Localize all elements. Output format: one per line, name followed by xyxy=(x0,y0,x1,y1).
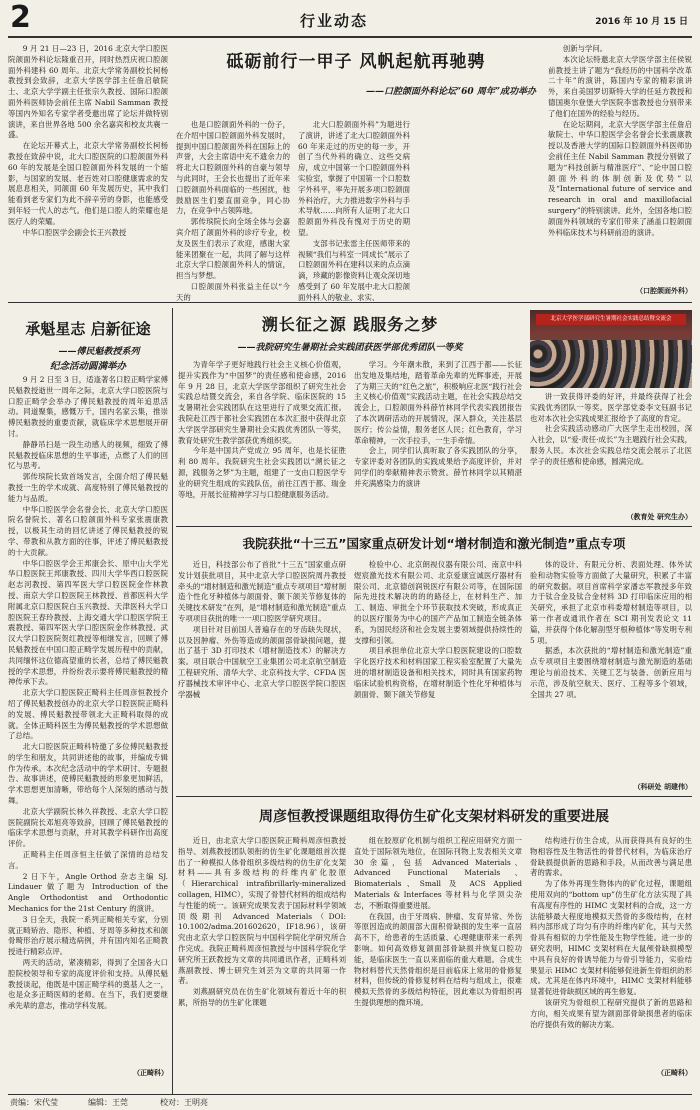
article-additive-manufacturing-col2 xyxy=(354,560,522,790)
paragraph: 在论坛期间，北京大学医学部主任詹启敏院士、中华口腔医学会名誉会长张震康教授以及香港大学的国际口腔颌面外科医师协会前任主任 Nabil Samman 教授分别做了题为“科技创新与精准医疗”、“论中国口腔颌面外科的体制创新及优势”以及“International future of service and research in oral and maxillofacial surgery”的特别演讲。此外，全国各地口腔颌面外科领域的专家们带来了涵盖口腔颌面外科临床技术与科研前沿的演讲。 xyxy=(548,119,692,237)
column-divider xyxy=(172,308,173,1094)
footer-rule xyxy=(8,1094,692,1095)
divider xyxy=(8,302,692,303)
article-long-march-subtitle: ——我院研究生暑期社会实践团获医学部优秀团队一等奖 xyxy=(237,343,463,353)
page-number: 2 xyxy=(10,0,31,35)
article-additive-manufacturing-credit: （科研处 胡建伟） xyxy=(633,782,692,791)
article-long-march-col2 xyxy=(354,360,522,522)
section-title: 行业动态 xyxy=(300,12,369,30)
group-photo xyxy=(530,310,692,388)
paragraph: 为了体外再现生物体内的矿化过程，课题组使用双向的“bottom up”仿生矿化方法实现了具有高度有序性的 HIMC 支架材料的合成，这一方法能够最大程度地模拟天然骨的多级结构，在材料内部形成了均匀有序的纤维内矿化，其与天然骨具有相似的力学性能及生物学性能。进一步的研究表明，HIMC 支架材料在大鼠颅骨缺损模型中具有良好的骨诱导能力与骨引导能力，实验结果显示 HIMC 支架材料能够促进新生骨组织的形成。尤其是在体内环境中，HIMC 支架材料能够显著促进骨缺损区域的再生修复。 xyxy=(530,879,692,997)
paragraph: 讲一致获得评委的好评，并最终获得了社会实践优秀团队一等奖。医学部党委李文钰副书记也对本次社会实践成果汇报给予了高度的肯定。 xyxy=(530,392,692,423)
paragraph: 近日，由北京大学口腔医院正畸科周彦恒教授指导、刘燕教授团队领衔的仿生矿化课题组首次提出了一种模拟人体骨组织多级结构的仿生矿化支架材料——具有多级结构的纤维内矿化胶原（Hierarchical intrafibrillarly-mineralized collagen, HIMC），实现了骨替代材料的组成结构与性能的统一。该研究成果发表于国际材料学领域顶级期刊 Advanced Materials（DOI: 10.1002/adma.201602620，IF18.96），该研究由北京大学口腔医院与中国科学院化学研究所合作完成。我院正畸科周彦恒教授与中国科学院化学研究所王跃教授为文章的共同通讯作者，正畸科刘燕副教授、博士研究生刘芸为文章的共同第一作者。 xyxy=(178,836,346,986)
paragraph: 两天的活动，紧凑精彩，得到了全国各大口腔院校领导和专家的高度评价和支持。从傅民魁教授谈起，他既是中国正畸学科的奠基人之一，也是众多正畸医师的老师。在当下，我们更要继承先辈的意志，推动学科发展。 xyxy=(8,958,168,1011)
paragraph: 项目承担单位北京大学口腔医院建设的口腔数字化医疗技术和材料国家工程实验室配置了大量先进的增材制造设备和相关技术，同时具有国家药物临床试验机构资格，在增材制造个性化牙种植体与颌面骨、颞下颌关节修复 xyxy=(354,646,522,699)
paragraph: 北京大学口腔医院正畸科主任周彦恒教授介绍了傅民魁教授创办的北京大学口腔医院正畸科的发展、傅民魁教授带领北大正畸科取得的成就。全体正畸科医生为傅民魁教授的学术思想做了总结。 xyxy=(8,688,168,741)
paragraph: 3 日全天，我院一系列正畸相关专家，分别就正畸矫治、隐形、种植、牙周等多种技术和颌骨畸形治疗展示精选病例，并有国内知名正畸教授进行精彩点评。 xyxy=(8,914,168,957)
article-fu-minkui-subtitle2: 纪念活动圆满举办 xyxy=(49,361,126,372)
paragraph: 体的设计、有限元分析、表面处理、体外试验和动物实验等方面做了大量研究，积累了丰富的研究数据。项目首席科学家潘志军教授多年致力于钛合金及钛合金材料 3D 打印临床应用的相关研究，承担了北京市科委增材制造等项目，以第一作者或通讯作者在 SCI 期刊发表论文 11 篇，并获得个体化解剖型牙根种植体“等发明专利 5 项。 xyxy=(530,560,692,645)
paragraph: 据悉，本次获批的“增材制造和激光制造”重点专项项目主要围绕增材制造与激光制造的基础理论与前沿技术、关键工艺与装备、创新应用与示范，涉及航空航天、医疗、工程等多个领域，全国共 27 项。 xyxy=(530,646,692,699)
footer-proofreader: 校对：王明亮 xyxy=(160,1098,208,1107)
footer-editor: 编辑：王莞 xyxy=(88,1098,128,1107)
paragraph: 口腔颌面外科张益主任以“今天的 xyxy=(176,281,290,302)
paragraph: 支部书记张雷主任医师带来的视频“我们与科室一同成长”展示了口腔颌面外科在建科以来的点点滴滴，珍藏的影像资料让观众深切地感受到了 60 年发展中北大口腔颌面外科人的敬业、求实、 xyxy=(298,238,410,302)
article-fu-minkui-title: 承魁星志 启新征途 xyxy=(25,320,151,338)
article-anniversary-title: 砥砺前行一甲子 风帆起航再驰骋 xyxy=(226,52,486,72)
article-biomineralization-col2 xyxy=(354,836,522,1068)
divider xyxy=(176,796,692,797)
paragraph: 静静吊扫是一段生动感人的视频，细致了傅民魁教授临床思想的生平事迹，点燃了人们的回忆与思考。 xyxy=(8,439,168,471)
paragraph: 2 日下午，Angle Orthod 杂志主编 SJ. Lindauer 做了题为 Introduction of the Angle Orthodontist and Orthodontic Mechanics for the 21st Century 的演讲。 xyxy=(8,871,168,914)
paragraph: 郭传瑸院长向全场全体与会嘉宾介绍了颌面外科的诊疗专业，校友及医生们表示了欢迎，感谢大家能来团聚在一起，共同了解与这样北京大学口腔颌面外科人的情谊，担当与梦想。 xyxy=(176,217,290,281)
paragraph: 9 月 21 日—23 日，2016 北京大学口腔医院颌面外科论坛隆重召开，同时热烈庆祝口腔颌面外科建科 60 周年。北京大学常务副校长柯杨教授到会致辞，北京大学医学部主任詹启敏院士、北京大学学副主任张宗久教授、国际口腔颌面外科医师协会前任主席 Nabil Samman 教授等国内外知名专家学者受邀出席了论坛并做特别演讲，来自世界各地 500 余名嘉宾和校友共襄一盛。 xyxy=(8,44,168,140)
article-biomineralization-col1 xyxy=(178,836,346,1068)
paragraph: 北京大学副院长林久祥教授、北京大学口腔医院副院长邓旭亮等致辞，回顾了傅民魁教授的临床学术思想与贡献，并对其教学科研作出高度评价。 xyxy=(8,806,168,849)
paragraph: 社会实践活动感动广大医学生走出校园，深入社会，以“爱·责任·成长”为主题践行社会实践，服务人民。本次社会实践总结交流会展示了北医学子的责任感和使命感，圆满完成。 xyxy=(530,424,692,466)
paragraph: 近日，科技部公布了首批“十三五”国家重点研发计划获批项目，其中北京大学口腔医院周丹教授牵头的“增材制造和激光制造”重点专项项目“增材制造个性化牙种植体与颌面骨、颞下颌关节修复体的关键技术研发”在列，是“增材制造和激光制造”重点专项项目获批的唯一一项口腔医学研究项目。 xyxy=(178,560,346,623)
paragraph: 本次论坛特邀北京大学医学部主任侯锐前教授主讲了题为“我经历的中国科学改革二十年”的演讲，陈国内专家的精彩演讲外，来自美国罗切斯特大学的任延方教授和德国奥尔登堡大学医院李雷教授也分别带来了他们在国外的经验与经历。 xyxy=(548,54,692,118)
paragraph: 项目针对目前国人普遍存在的牙齿缺失现状，以及因肿瘤、外伤等造成的颌面部骨缺损问题，提出了基于 3D 打印技术（增材制造技术）的解决方案。项目联合中国航空工业集团公司北京航空制造工程研究所、清华大学、北京科技大学、CFDA 医疗器械技术审评中心、北京大学口腔医学院口腔医学器械 xyxy=(178,624,346,699)
article-fu-minkui-body xyxy=(8,375,168,1065)
article-fu-minkui-subtitle: ——傅民魁教授系列 xyxy=(58,347,140,357)
article-additive-manufacturing-col1 xyxy=(178,560,346,790)
article-long-march-credit: （教育处 研究生办） xyxy=(626,512,692,521)
photo-banner: 北京大学医学部研究生暑期社会实践总结暨交流会 xyxy=(536,314,686,325)
article-anniversary-subtitle: ——口腔颌面外科论坛“60 周年”成功举办 xyxy=(365,87,536,97)
paragraph: 中华口腔医学会副会长王兴教授 xyxy=(22,227,127,237)
article-long-march-title: 溯长征之源 践服务之梦 xyxy=(261,315,439,334)
paragraph: 检验中心、北京朗视仪器有限公司、南京中科煜宸激光技术有限公司、北京爱康宜诚医疗器材有限公司、北京德创润锐医疗有限公司等，在国际国际先进技术解决的的的路径上，在材料生产、加工、制造、审批全个环节获取技术突破，形成真正的以医疗服务为中心的国产产品加工制造全链条体系，为国民经济和社会发展主要领域提供持续性的支撑和引领。 xyxy=(354,560,522,645)
paragraph: 中华口腔医学会王邦康会长、原中山大学光华口腔医院王邦康教授、四川大学华西口腔医院赵志河教授、第四军医大学口腔医院金作林教授、南京大学口腔医院王林教授、首都医科大学附属北京口腔医院白玉兴教授、天津医科大学口腔医院王春玲教授、上海交通大学口腔医学院王震教授、第四军医大学口腔医院金作林教授、武汉大学口腔医院贺红教授等相继发言，回顾了傅民魁教授在中国口腔正畸学发展历程中的贡献，共同缅怀这位德高望重的长者，总结了傅民魁教授的学术思想，并纷纷表示要将傅民魁教授的精神传承下去。 xyxy=(8,558,168,687)
paragraph: 中华口腔医学会名誉会长、北京大学口腔医院名誉院长、著名口腔颌面外科专家张震康教授，以极其生动的回忆讲述了傅民魁教授的锐学、带教和从教方面的往事，评述了傅民魁教授的十大贡献。 xyxy=(8,504,168,557)
paragraph: 学习。今年潮未散，来到了江西于都——长征出发地及集结地，踏着革命先辈的光辉事迹，开展了为期三天的“红色之旅”，积极响应北医“践行社会主义核心价值观”实践活动主题，在社会实践总结交流会上，口腔颌面外科薛竹林同学代表实践团报告了本次调研活动的开展情况，深入群众，关注基层医疗；传公益情，服务老区人民；红色教育，学习革命精神，一次手拉手，一生手牵情。 xyxy=(354,360,522,445)
paragraph: 创新与学问。 xyxy=(562,44,608,53)
paragraph: 会上，同学们认真听取了各实践团队的分享，专家评委对各团队的实践成果给予高度评价，并对同学们的奉献精神表示赞赏。薛竹林同学以其精湛并充满感染力的演讲 xyxy=(354,446,522,488)
paragraph: 今年是中国共产党成立 95 周年，也是长征胜利 80 周年。我院研究生社会实践团以“溯长征之源，践服务之梦”为主题，组建了一支由口腔医学专业的研究生组成的实践队伍，前往江西于都、瑞金等地，开展长征精神学习与口腔健康服务活动。 xyxy=(178,446,346,499)
article-fu-minkui-credit: （正畸科） xyxy=(133,1068,168,1077)
paragraph: 为青年学子更好地践行社会主义核心价值观，提升实践作为“中国梦”的责任感和使命感，2016 年 9 月 28 日，北京大学医学部组织了研究生社会实践总结暨交流会，来自各学院、临床医院的 15 支暑期社会实践团队在这里进行了成果交流汇报。我院赴江西于都社会实践团在本次汇报中获得北京大学医学部研究生暑期社会实践优秀团队一等奖，教育处研究生教学部获优秀组织奖。 xyxy=(178,360,346,445)
issue-date: 2016 年 10 月 15 日 xyxy=(595,17,688,27)
paragraph: 9 月 2 日至 3 日，适逢著名口腔正畸学家傅民魁教授逝世一周年之际，北京大学口腔医院与口腔正畸学会举办了傅民魁教授的周年追思活动。同道聚集，感慨万千，国内名家云集，推崇傅民魁教授的重要贡献，就临床学术思想展开研讨。 xyxy=(8,375,168,438)
paragraph: 该研究为骨组织工程研究提供了新的思路和方向，相关成果有望为颌面部骨缺损患者的临床治疗提供有效的解决方案。 xyxy=(530,997,692,1029)
paragraph: 结构进行仿生合成，从而获得具有良好的生物相容性及生物活性的骨替代材料，为临床治疗骨缺损提供新的思路和手段，从而改善与满足患者的需求。 xyxy=(530,836,692,878)
article-additive-manufacturing-col3 xyxy=(530,560,692,782)
paragraph: 北大口腔颌面外科”为题进行了演讲，讲述了北大口腔颌面外科 60 年来走过的历史的每一步，开创了当代外科的确立、这些交病房，成立中国第一个口腔颌面外科实验室，掌握了中国第一个口腔数字外科平，率先开展多项口腔颌面外科治疗，大力推进数字外科与手术导航……向所有人证明了北大口腔颌面外科没有愧对于历史的期望。 xyxy=(298,120,410,237)
article-long-march-col3 xyxy=(530,392,692,512)
article-additive-manufacturing-title: 我院获批“十三五”国家重点研发计划“增材制造和激光制造”重点专项 xyxy=(242,536,626,551)
article-long-march-col1 xyxy=(178,360,346,522)
footer-editor-in-charge: 责编：宋代莹 xyxy=(10,1098,58,1107)
article-biomineralization-col3 xyxy=(530,836,692,1064)
article-anniversary-col3 xyxy=(298,120,410,302)
paragraph: 正畸科主任周彦恒主任做了深情的总结发言。 xyxy=(8,850,168,870)
paragraph: 在论坛开幕式上，北京大学常务副校长柯杨教授在致辞中说，北大口腔医院的口腔颌面外科 60 年的发展是全国口腔颌面外科发展的一个缩影，与国家的发展、老百姓对口腔健康需求的发展息息相关，同颌面 60 年发展历史，其中我们能看到老专家们为此不辞辛劳的身影，也能感受到年轻一代人的志气。他们是口腔人的荣耀也是医疗人的荣耀。 xyxy=(8,141,168,226)
article-anniversary-col1 xyxy=(8,44,168,294)
article-biomineralization-credit: （正畸科） xyxy=(657,1068,692,1077)
article-anniversary-col4 xyxy=(548,44,692,284)
article-anniversary-col2 xyxy=(176,120,290,302)
paragraph: 刘燕副研究员在仿生矿化领域有着近十年的积累，所指导的仿生矿化课题 xyxy=(178,987,346,1007)
paragraph: 北大口腔医院正畸科特邀了多位傅民魁教授的学生和朋友，共同讲述他的故事，并编成专辑作为传承。本次纪念活动中的学术研讨、专题报告、故事讲述，使傅民魁教授的形象更加鲜活，学术思想更加清晰，带给每个人深刻的感动与鼓舞。 xyxy=(8,742,168,806)
divider xyxy=(176,526,692,527)
paragraph: 在我国，由于牙周病、肿瘤、发育异常、外伤等原因造成的颌面部大面积骨缺损的发生率一直居高不下，给患者的生活质量、心理健康带来一系列影响。如何高效修复颌面部骨缺损并恢复口腔功能，是临床医生一直以来面临的重大难题。合成生物材料替代天然骨组织是目前临床上常用的骨修复材料，但传统的骨修复材料在结构与组成上，很难模拟天然骨的多级结构特征，因此难以为骨组织再生提供理想的微环境。 xyxy=(354,911,522,1007)
paragraph: 组在胶原矿化机制与组织工程应用研究方面一直处于国际领先地位，在国际刊物上发表相关文章 30 余篇，包括 Advanced Materials、Advanced Functional Materials、Biomaterials、Small 及 ACS Applied Materials & Interfaces 等材料与化学顶尖杂志，不断取得重要进展。 xyxy=(354,836,522,910)
article-anniversary-credit: （口腔颌面外科） xyxy=(636,286,692,295)
article-biomineralization-title: 周彦恒教授课题组取得仿生矿化支架材料研发的重要进展 xyxy=(259,809,609,825)
paragraph: 也是口腔颌面外科的一份子，在介绍中国口腔颌面外科发展时，提到中国口腔颌面外科在国际上的声誉，大会主席语中充不遗余力的将北大口腔颌面外科的自豪与领导与此同时，王会长也提出了近年来口腔颌面外科面临的一些困扰，他鼓励医生们要直面竞争，同心协力，在竞争中占领阵地。 xyxy=(176,120,290,216)
paragraph: 郭传瑸院长致首场发言，全面介绍了傅民魁教授一生的学术成就、高度特别了傅民魁教授的能力与品质。 xyxy=(8,472,168,503)
header-rule xyxy=(8,36,692,38)
photo-people xyxy=(530,340,692,388)
